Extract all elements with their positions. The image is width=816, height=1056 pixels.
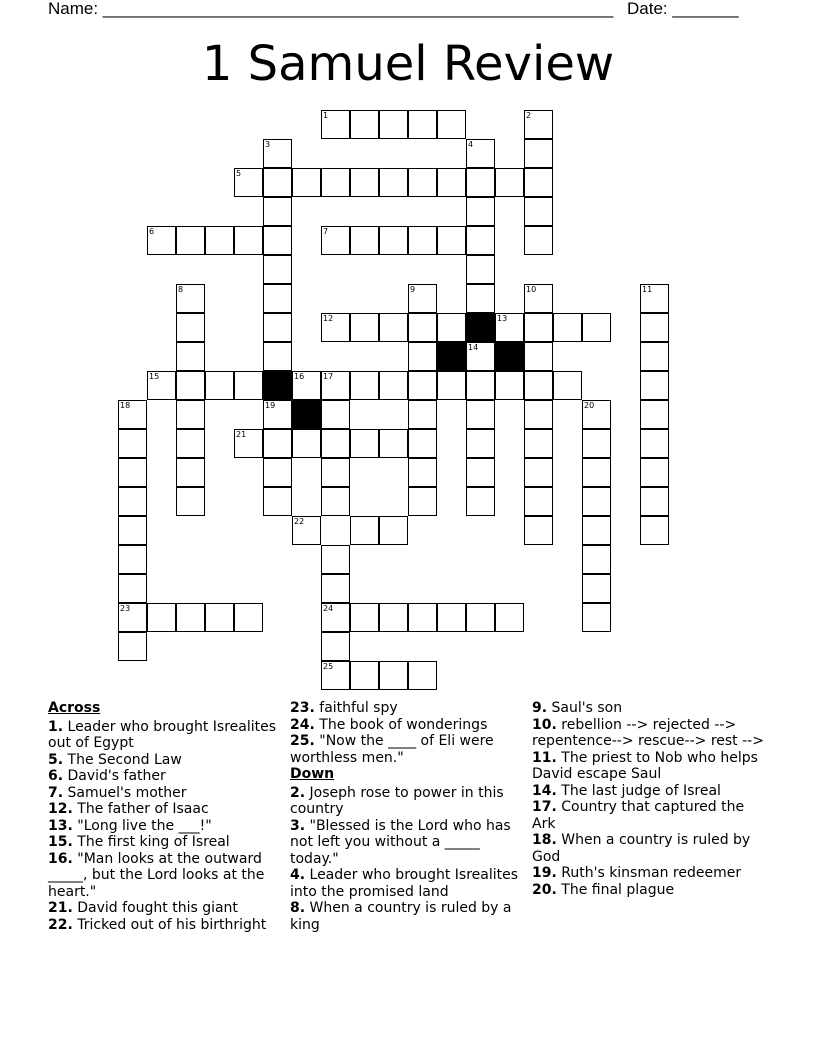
crossword-cell[interactable]: [466, 342, 495, 371]
crossword-cell[interactable]: [437, 371, 466, 400]
down-heading: Down: [290, 766, 335, 782]
crossword-cell[interactable]: [176, 487, 205, 516]
clue-text: Ruth's kinsman redeemer: [556, 865, 742, 881]
crossword-cell[interactable]: [292, 516, 321, 545]
clue-text: The final plague: [556, 881, 675, 898]
crossword-cell[interactable]: [118, 603, 147, 632]
black-square: [466, 313, 495, 342]
clue-number: 11.: [532, 749, 557, 766]
crossword-cell[interactable]: [640, 487, 669, 516]
crossword-cell[interactable]: [321, 632, 350, 661]
clue-number: 15.: [48, 834, 73, 850]
crossword-cell[interactable]: [524, 429, 553, 458]
clue-item: [48, 917, 280, 934]
clue-number: 20: [584, 401, 595, 410]
clue-number: 6.: [48, 768, 64, 784]
crossword-cell[interactable]: [408, 284, 437, 313]
clue-number: 1: [323, 111, 329, 120]
crossword-cell[interactable]: [437, 110, 466, 139]
crossword-cell[interactable]: [118, 545, 147, 574]
crossword-cell[interactable]: [582, 603, 611, 632]
crossword-cell[interactable]: [350, 226, 379, 255]
crossword-cell[interactable]: [118, 574, 147, 603]
crossword-cell[interactable]: [263, 197, 292, 226]
crossword-cell[interactable]: [321, 313, 350, 342]
clue-number: 10: [526, 285, 537, 294]
clue-number: 16: [294, 372, 305, 381]
clue-number: 4.: [290, 867, 306, 883]
crossword-cell[interactable]: [350, 429, 379, 458]
crossword-cell[interactable]: [640, 429, 669, 458]
clue-number: 9.: [532, 700, 548, 716]
clue-number: 14: [468, 343, 479, 352]
across-clue-list: [48, 719, 280, 934]
crossword-cell[interactable]: [524, 168, 553, 197]
crossword-cell[interactable]: [118, 429, 147, 458]
crossword-cell[interactable]: [640, 284, 669, 313]
crossword-cell[interactable]: [466, 458, 495, 487]
crossword-cell[interactable]: [466, 168, 495, 197]
clue-number: 24: [323, 604, 334, 613]
crossword-cell[interactable]: [350, 371, 379, 400]
crossword-cell[interactable]: [466, 284, 495, 313]
clue-item: [290, 818, 522, 868]
across-heading: Across: [48, 700, 101, 716]
clue-text: The last judge of Isreal: [556, 782, 721, 799]
crossword-cell[interactable]: [176, 226, 205, 255]
crossword-cell[interactable]: [466, 603, 495, 632]
crossword-cell[interactable]: [524, 458, 553, 487]
crossword-cell[interactable]: [234, 226, 263, 255]
crossword-cell[interactable]: [553, 313, 582, 342]
crossword-cell[interactable]: [408, 400, 437, 429]
clues-column-3: [532, 700, 770, 898]
clue-text: The first king of Isreal: [72, 834, 230, 850]
crossword-cell[interactable]: [205, 371, 234, 400]
crossword-cell[interactable]: [321, 400, 350, 429]
crossword-cell[interactable]: [408, 342, 437, 371]
clue-item: [532, 783, 770, 800]
crossword-cell[interactable]: [408, 487, 437, 516]
crossword-cell[interactable]: [408, 371, 437, 400]
crossword-cell[interactable]: [582, 458, 611, 487]
crossword-cell[interactable]: [118, 400, 147, 429]
clue-item: [48, 719, 280, 752]
crossword-cell[interactable]: [379, 168, 408, 197]
clue-number: 19: [265, 401, 276, 410]
crossword-cell[interactable]: [234, 429, 263, 458]
crossword-cell[interactable]: [118, 632, 147, 661]
clue-number: 25.: [290, 733, 315, 749]
clue-number: 22: [294, 517, 305, 526]
clue-number: 21: [236, 430, 247, 439]
crossword-cell[interactable]: [524, 342, 553, 371]
crossword-cell[interactable]: [640, 458, 669, 487]
clue-text: Saul's son: [547, 700, 623, 716]
crossword-cell[interactable]: [176, 342, 205, 371]
clue-item: [48, 768, 280, 785]
crossword-cell[interactable]: [408, 313, 437, 342]
black-square: [292, 400, 321, 429]
clue-number: 18: [120, 401, 131, 410]
crossword-cell[interactable]: [379, 371, 408, 400]
crossword-cell[interactable]: [524, 487, 553, 516]
clue-item: [532, 750, 770, 783]
crossword-cell[interactable]: [205, 603, 234, 632]
crossword-cell[interactable]: [263, 429, 292, 458]
black-square: [495, 342, 524, 371]
crossword-cell[interactable]: [466, 487, 495, 516]
crossword-cell[interactable]: [524, 400, 553, 429]
clue-number: 21.: [48, 900, 73, 916]
clue-text: The father of Isaac: [72, 801, 209, 817]
clue-number: 6: [149, 227, 155, 236]
crossword-cell[interactable]: [321, 429, 350, 458]
clue-text: "Now the ____ of Eli were worthless men.": [290, 733, 494, 766]
crossword-cell[interactable]: [524, 226, 553, 255]
clue-number: 9: [410, 285, 416, 294]
crossword-cell[interactable]: [640, 400, 669, 429]
clue-number: 23: [120, 604, 131, 613]
crossword-cell[interactable]: [466, 429, 495, 458]
clues-column-1: [48, 700, 280, 933]
clue-number: 19.: [532, 865, 557, 881]
clue-number: 17: [323, 372, 334, 381]
clue-text: "Blessed is the Lord who has not left you without a _____ today.": [290, 817, 511, 867]
clue-item: [290, 900, 522, 933]
crossword-cell[interactable]: [321, 226, 350, 255]
crossword-cell[interactable]: [466, 226, 495, 255]
clue-item: [532, 799, 770, 832]
crossword-cell[interactable]: [263, 342, 292, 371]
crossword-cell[interactable]: [176, 400, 205, 429]
crossword-cell[interactable]: [176, 603, 205, 632]
clues-column-2: [290, 700, 522, 933]
clue-item: [48, 818, 280, 835]
crossword-cell[interactable]: [640, 371, 669, 400]
page-title: 1 Samuel Review: [201, 36, 615, 92]
clue-number: 14.: [532, 782, 557, 799]
down-clue-list-continued: [532, 700, 770, 898]
crossword-cell[interactable]: [350, 168, 379, 197]
crossword-cell[interactable]: [147, 226, 176, 255]
clue-number: 23.: [290, 700, 315, 716]
crossword-cell[interactable]: [408, 603, 437, 632]
clue-item: [290, 785, 522, 818]
crossword-cell[interactable]: [263, 168, 292, 197]
clue-text: "Man looks at the outward _____, but the Lord looks at the heart.": [48, 850, 265, 900]
crossword-cell[interactable]: [582, 429, 611, 458]
date-field-label: Date: _______: [627, 0, 739, 18]
crossword-cell[interactable]: [466, 371, 495, 400]
clue-item: [532, 832, 770, 865]
crossword-cell[interactable]: [582, 313, 611, 342]
crossword-cell[interactable]: [350, 603, 379, 632]
crossword-cell[interactable]: [495, 371, 524, 400]
crossword-cell[interactable]: [408, 226, 437, 255]
crossword-cell[interactable]: [524, 284, 553, 313]
crossword-cell[interactable]: [321, 603, 350, 632]
crossword-cell[interactable]: [582, 487, 611, 516]
crossword-cell[interactable]: [321, 110, 350, 139]
crossword-cell[interactable]: [437, 168, 466, 197]
clue-number: 13.: [48, 817, 73, 834]
clue-number: 3.: [290, 817, 306, 834]
clue-text: Samuel's mother: [63, 784, 187, 801]
clue-number: 13: [497, 314, 508, 323]
crossword-cell[interactable]: [118, 516, 147, 545]
clue-item: [48, 834, 280, 851]
clue-item: [532, 865, 770, 882]
clue-number: 20.: [532, 881, 557, 898]
crossword-cell[interactable]: [495, 168, 524, 197]
crossword-cell[interactable]: [350, 661, 379, 690]
clue-item: [290, 867, 522, 900]
crossword-cell[interactable]: [408, 429, 437, 458]
black-square: [437, 342, 466, 371]
clue-text: The book of wonderings: [314, 716, 488, 733]
clue-number: 7: [323, 227, 329, 236]
clue-number: 11: [642, 285, 653, 294]
crossword-cell[interactable]: [524, 516, 553, 545]
clue-number: 16.: [48, 850, 73, 867]
crossword-cell[interactable]: [466, 255, 495, 284]
crossword-cell[interactable]: [640, 342, 669, 371]
crossword-cell[interactable]: [582, 545, 611, 574]
crossword-cell[interactable]: [263, 458, 292, 487]
clue-number: 3: [265, 140, 271, 149]
crossword-cell[interactable]: [524, 110, 553, 139]
crossword-cell[interactable]: [205, 226, 234, 255]
clue-text: David fought this giant: [72, 900, 238, 916]
clue-number: 5: [236, 169, 242, 178]
clue-number: 12: [323, 314, 334, 323]
crossword-cell[interactable]: [379, 313, 408, 342]
clue-text: rebellion --> rejected --> repentence--> rescue--> rest -->: [532, 716, 764, 749]
clue-number: 8.: [290, 900, 306, 916]
crossword-cell[interactable]: [263, 139, 292, 168]
crossword-cell[interactable]: [321, 487, 350, 516]
crossword-cell[interactable]: [118, 458, 147, 487]
crossword-cell[interactable]: [263, 284, 292, 313]
clue-text: David's father: [63, 768, 166, 784]
clue-number: 2.: [290, 784, 306, 801]
crossword-cell[interactable]: [292, 371, 321, 400]
clue-number: 17.: [532, 799, 557, 815]
crossword-cell[interactable]: [466, 400, 495, 429]
crossword-cell[interactable]: [466, 197, 495, 226]
clue-text: Leader who brought Isrealites out of Egypt: [48, 718, 277, 751]
crossword-cell[interactable]: [234, 371, 263, 400]
clue-item: [48, 801, 280, 818]
clue-text: Joseph rose to power in this country: [290, 784, 504, 817]
crossword-cell[interactable]: [321, 371, 350, 400]
crossword-cell[interactable]: [524, 313, 553, 342]
clue-item: [48, 851, 280, 901]
clue-text: The Second Law: [63, 751, 182, 768]
crossword-cell[interactable]: [176, 371, 205, 400]
clue-number: 5.: [48, 751, 64, 768]
clue-text: Country that captured the Ark: [532, 799, 745, 832]
crossword-cell[interactable]: [640, 516, 669, 545]
crossword-cell[interactable]: [466, 139, 495, 168]
crossword-cell[interactable]: [379, 226, 408, 255]
crossword-cell[interactable]: [524, 371, 553, 400]
crossword-cell[interactable]: [321, 545, 350, 574]
crossword-cell[interactable]: [321, 574, 350, 603]
crossword-cell[interactable]: [350, 110, 379, 139]
crossword-cell[interactable]: [292, 168, 321, 197]
crossword-cell[interactable]: [524, 139, 553, 168]
clue-number: 7.: [48, 784, 64, 801]
crossword-cell[interactable]: [582, 516, 611, 545]
crossword-cell[interactable]: [263, 255, 292, 284]
name-field-label: Name: ______________________________________________________: [48, 0, 614, 18]
clue-number: 4: [468, 140, 474, 149]
crossword-cell[interactable]: [408, 110, 437, 139]
crossword-cell[interactable]: [495, 313, 524, 342]
down-clue-list: [290, 785, 522, 934]
clue-number: 12.: [48, 801, 73, 817]
crossword-cell[interactable]: [379, 429, 408, 458]
clue-number: 8: [178, 285, 184, 294]
crossword-cell[interactable]: [292, 429, 321, 458]
crossword-cell[interactable]: [234, 168, 263, 197]
clue-item: [48, 752, 280, 769]
crossword-cell[interactable]: [350, 516, 379, 545]
crossword-cell[interactable]: [263, 313, 292, 342]
crossword-cell[interactable]: [437, 226, 466, 255]
crossword-cell[interactable]: [379, 110, 408, 139]
crossword-cell[interactable]: [321, 661, 350, 690]
crossword-cell[interactable]: [379, 516, 408, 545]
crossword-cell[interactable]: [408, 661, 437, 690]
clue-number: 24.: [290, 716, 315, 733]
crossword-cell[interactable]: [147, 371, 176, 400]
crossword-cell[interactable]: [582, 574, 611, 603]
crossword-cell[interactable]: [640, 313, 669, 342]
crossword-cell[interactable]: [495, 603, 524, 632]
crossword-cell[interactable]: [408, 458, 437, 487]
crossword-cell[interactable]: [437, 603, 466, 632]
crossword-cell[interactable]: [408, 168, 437, 197]
clue-item: [532, 700, 770, 717]
crossword-cell[interactable]: [582, 400, 611, 429]
crossword-cell[interactable]: [118, 487, 147, 516]
crossword-cell[interactable]: [553, 371, 582, 400]
clue-item: [532, 717, 770, 750]
clue-number: 15: [149, 372, 160, 381]
crossword-cell[interactable]: [263, 226, 292, 255]
clue-number: 10.: [532, 716, 557, 733]
crossword-cell[interactable]: [379, 661, 408, 690]
crossword-cell[interactable]: [379, 603, 408, 632]
crossword-cell[interactable]: [176, 429, 205, 458]
crossword-cell[interactable]: [234, 603, 263, 632]
clue-number: 1.: [48, 718, 64, 735]
across-clue-list-continued: [290, 700, 522, 766]
crossword-cell[interactable]: [263, 400, 292, 429]
crossword-cell[interactable]: [437, 313, 466, 342]
clue-text: When a country is ruled by a king: [290, 900, 512, 933]
clue-number: 2: [526, 111, 532, 120]
clue-number: 22.: [48, 916, 73, 933]
clue-item: [532, 882, 770, 899]
crossword-cell[interactable]: [321, 168, 350, 197]
clue-item: [290, 700, 522, 717]
crossword-cell[interactable]: [321, 458, 350, 487]
clue-item: [48, 785, 280, 802]
clue-text: Leader who brought Isrealites into the promised land: [290, 867, 519, 900]
crossword-cell[interactable]: [147, 603, 176, 632]
crossword-cell[interactable]: [263, 487, 292, 516]
clue-item: [290, 733, 522, 766]
crossword-cell[interactable]: [524, 197, 553, 226]
clue-text: faithful spy: [314, 700, 398, 716]
clue-item: [48, 900, 280, 917]
clue-item: [290, 717, 522, 734]
clue-number: 18.: [532, 832, 557, 848]
clue-text: "Long live the ___!": [72, 817, 212, 834]
crossword-cell[interactable]: [176, 458, 205, 487]
crossword-cell[interactable]: [176, 284, 205, 313]
crossword-cell[interactable]: [350, 313, 379, 342]
crossword-cell[interactable]: [176, 313, 205, 342]
clue-number: 25: [323, 662, 334, 671]
black-square: [263, 371, 292, 400]
clue-text: Tricked out of his birthright: [72, 916, 267, 933]
clue-text: The priest to Nob who helps David escape Saul: [532, 749, 758, 782]
clue-text: When a country is ruled by God: [532, 832, 751, 865]
